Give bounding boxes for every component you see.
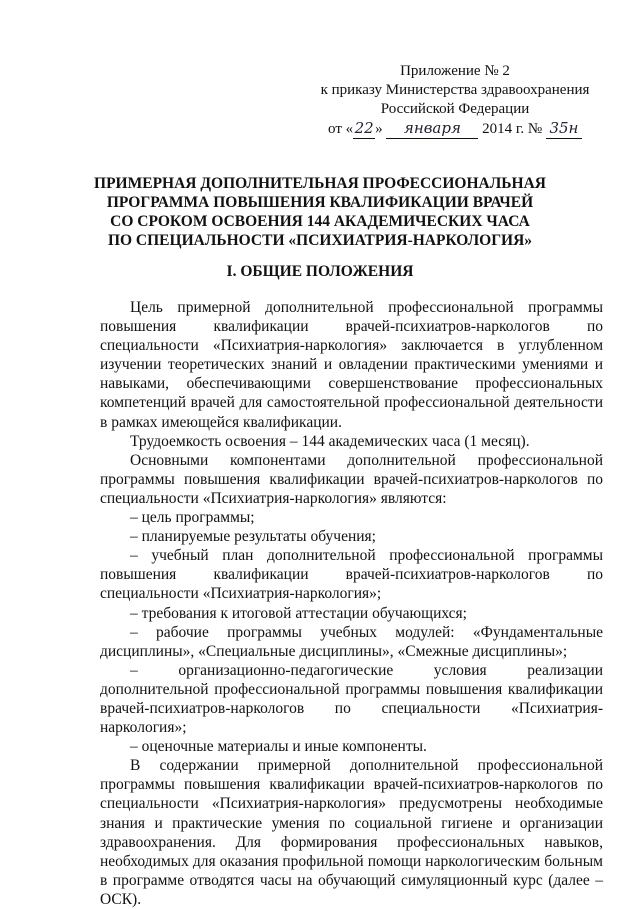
handwritten-order-number: 35н [546,119,582,139]
document-title [60,174,580,250]
list-item: – планируемые результаты обучения; [130,528,376,546]
document-body [100,298,603,909]
handwritten-day: 22 [354,119,374,137]
title-line-4: ПО СПЕЦИАЛЬНОСТИ «ПСИХИАТРИЯ-НАРКОЛОГИЯ» [107,232,533,249]
appendix-header [300,62,610,139]
paragraph-content: В содержании примерной дополнительной профессиональной программы повышения квалификации врачей-психиатров-наркологов по специальности «Психиатрия-наркология» предусмотрены необходимые знания и практические умения по социальной гигиене и организации здравоохранения. Для формирования профессиональных навыков, необходимых для оказания профильной помощи наркологическим больным в программе отводятся часы на обучающий симуляционный курс (далее – ОСК). [100,757,603,908]
title-line-2: ПРОГРАММА ПОВЫШЕНИЯ КВАЛИФИКАЦИИ ВРАЧЕЙ [106,194,534,211]
appendix-number: Приложение № 2 [400,63,510,79]
section-heading: I. ОБЩИЕ ПОЛОЖЕНИЯ [226,263,414,280]
list-item: – организационно-педагогические условия реализации дополнительной профессиональной программы повышения квалификации врачей-психиатров-наркологов по специальности «Психиатрия-наркология»; [100,661,603,737]
paragraph-components: Основными компонентами дополнительной профессиональной программы повышения квалификации врачей-психиатров-наркологов по специальности «Психиатрия-наркология» являются: [100,451,603,507]
appendix-order-ref: к приказу Министерства здравоохранения [320,82,590,98]
date-quote-close: » [375,121,383,137]
title-line-1: ПРИМЕРНАЯ ДОПОЛНИТЕЛЬНАЯ ПРОФЕССИОНАЛЬНАЯ [94,175,546,192]
date-year: 2014 г. № [482,121,543,137]
title-line-3: СО СРОКОМ ОСВОЕНИЯ 144 АКАДЕМИЧЕСКИХ ЧАСА [110,213,530,230]
list-item: – оценочные материалы и иные компоненты. [130,738,427,756]
handwritten-month: января [386,119,478,139]
paragraph-duration: Трудоемкость освоения – 144 академических часа (1 месяц). [130,432,530,450]
list-item: – рабочие программы учебных модулей: «Фундаментальные дисциплины», «Специальные дисциплины», «Смежные дисциплины»; [100,623,603,660]
appendix-country: Российской Федерации [380,101,530,117]
list-item: – требования к итоговой аттестации обучающихся; [130,604,467,622]
list-item: – цель программы; [130,509,255,527]
date-prefix: от « [328,121,354,137]
appendix-date-line [300,119,610,139]
paragraph-goal: Цель примерной дополнительной профессиональной программы повышения квалификации врачей-психиатров-наркологов по специальности «Психиатрия-наркология» заключается в углубленном изучении теоретических знаний и овладении практическими умениями и навыками, обеспечивающими совершенствование профессиональных компетенций врачей для самостоятельной профессиональной деятельности в рамках имеющейся квалификации. [100,299,603,431]
list-item: – учебный план дополнительной профессиональной программы повышения квалификации врачей-психиатров-наркологов по специальности «Психиатрия-наркология»; [100,547,603,603]
